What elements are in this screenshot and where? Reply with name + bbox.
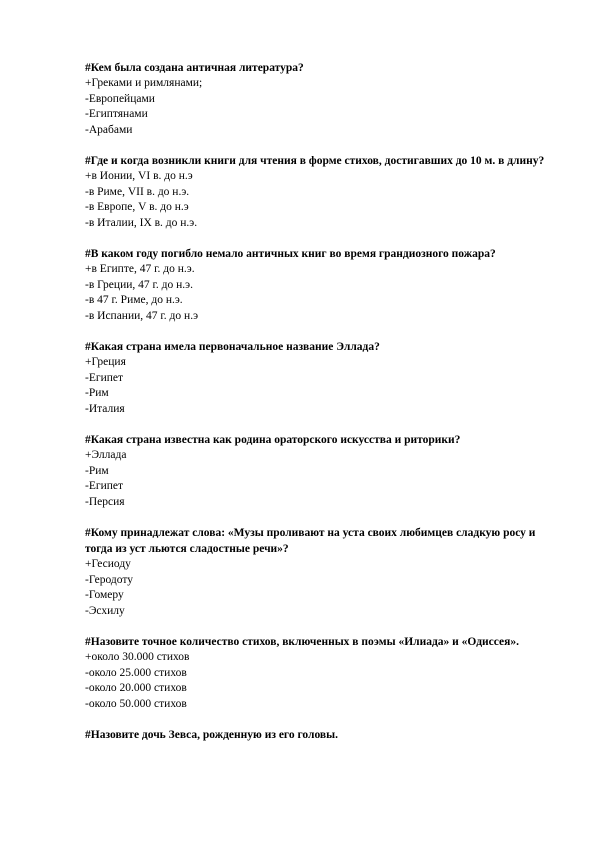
- answer-option: -Египет: [85, 480, 124, 492]
- question-block: [85, 634, 555, 712]
- answer-option: +Эллада: [85, 449, 127, 461]
- question-block: [85, 153, 555, 231]
- question-title: #В каком году погибло немало античных книг во время грандиозного пожара?: [85, 248, 496, 260]
- answer-option: -в Италии, IX в. до н.э.: [85, 216, 198, 229]
- answer-option: -Рим: [85, 387, 109, 399]
- question-title: #Кем была создана античная литература?: [85, 62, 304, 74]
- answer-option: -около 50.000 стихов: [85, 697, 187, 710]
- answer-option: -Италия: [85, 402, 125, 415]
- answer-option: -в Греции, 47 г. до н.э.: [85, 278, 193, 291]
- answer-option: -Геродоту: [85, 573, 133, 586]
- answer-option: -в Испании, 47 г. до н.э: [85, 309, 199, 322]
- answer-option: -Египет: [85, 371, 124, 384]
- question-block: [85, 339, 555, 417]
- question-block: [85, 432, 555, 510]
- answer-option: +Греция: [85, 356, 126, 368]
- answer-option: +в Ионии, VI в. до н.э: [85, 170, 193, 182]
- question-title: #Где и когда возникли книги для чтения в форме стихов, достигавших до 10 м. в длину?: [85, 155, 545, 167]
- answer-option: +около 30.000 стихов: [85, 651, 190, 663]
- quiz-content: [85, 60, 555, 758]
- answer-option: -около 25.000 стихов: [85, 666, 187, 679]
- answer-option: -около 20.000 стихов: [85, 682, 187, 694]
- question-title: #Кому принадлежат слова: «Музы проливают на уста своих любимцев сладкую росу и тогда из уст льются сладостные речи»?: [85, 527, 536, 555]
- answer-option: -Европейцами: [85, 92, 155, 105]
- question-title: #Какая страна имела первоначальное название Эллада?: [85, 341, 380, 353]
- question-block: [85, 727, 555, 743]
- question-title: #Назовите точное количество стихов, включенных в поэмы «Илиада» и «Одиссея».: [85, 636, 519, 648]
- question-title: #Назовите дочь Зевса, рожденную из его головы.: [85, 729, 338, 741]
- question-block: [85, 246, 555, 324]
- answer-option: -Эсхилу: [85, 604, 125, 617]
- question-title: #Какая страна известна как родина ораторского искусства и риторики?: [85, 434, 461, 446]
- answer-option: -Персия: [85, 495, 125, 508]
- answer-option: +Гесиоду: [85, 558, 131, 570]
- question-block: [85, 525, 555, 619]
- answer-option: -в 47 г. Риме, до н.э.: [85, 294, 183, 306]
- answer-option: +в Египте, 47 г. до н.э.: [85, 263, 195, 275]
- answer-option: -в Риме, VII в. до н.э.: [85, 185, 190, 198]
- answer-option: -Египтянами: [85, 108, 148, 120]
- question-block: [85, 60, 555, 138]
- answer-option: -Рим: [85, 464, 109, 477]
- answer-option: +Греками и римлянами;: [85, 77, 203, 89]
- answer-option: -в Европе, V в. до н.э: [85, 201, 189, 213]
- answer-option: -Арабами: [85, 123, 133, 136]
- answer-option: -Гомеру: [85, 589, 124, 601]
